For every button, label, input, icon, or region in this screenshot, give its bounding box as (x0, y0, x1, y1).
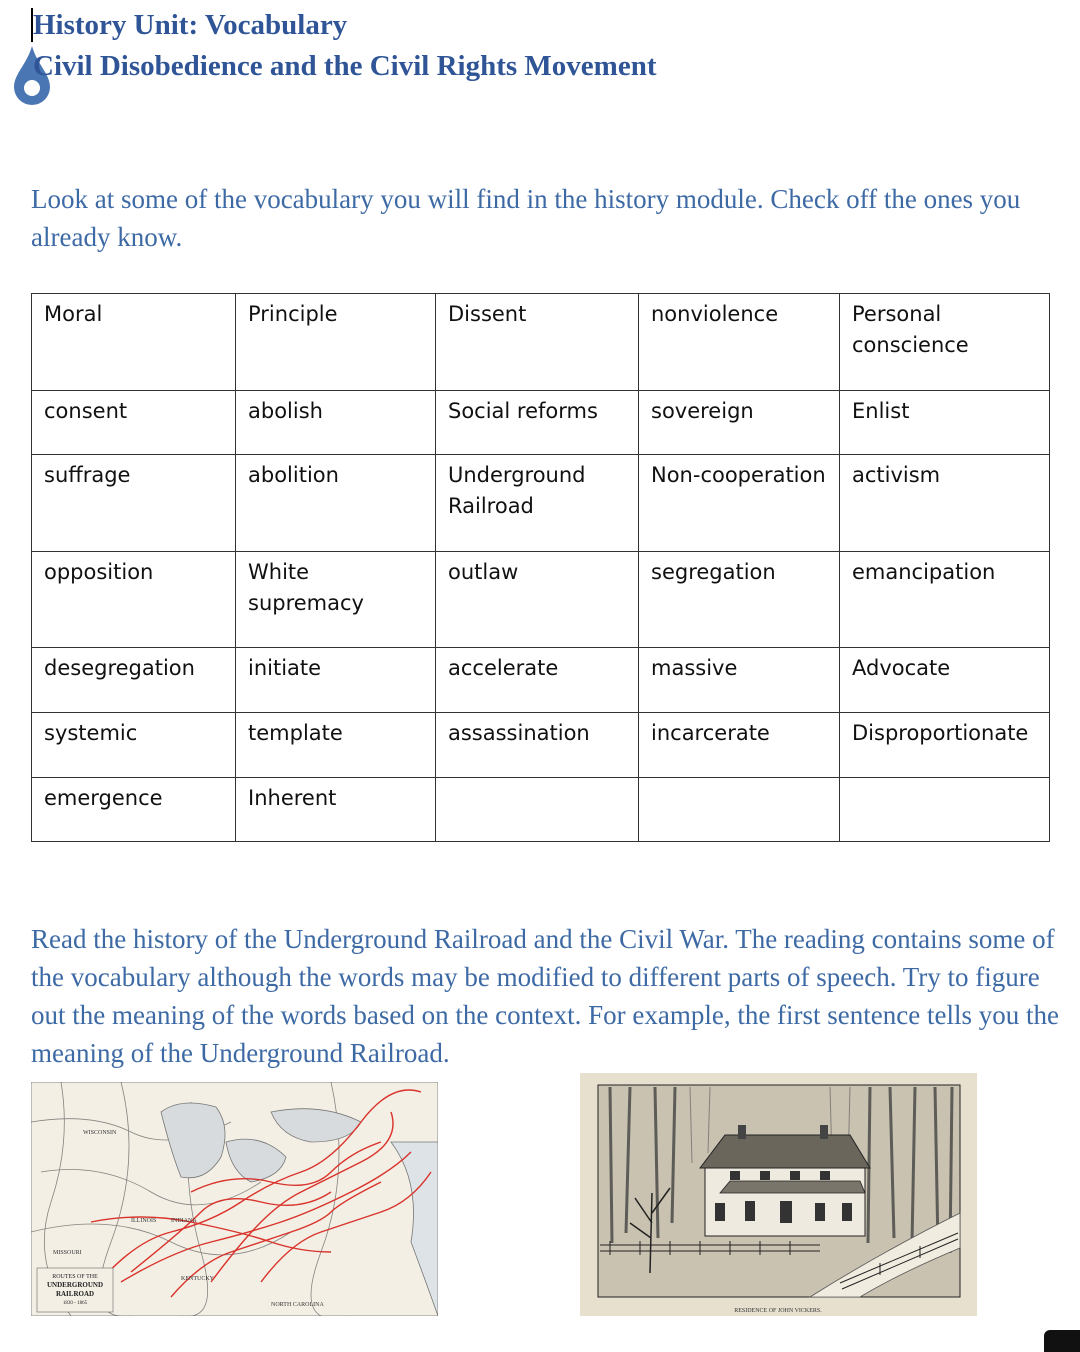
vocab-cell: systemic (32, 713, 236, 778)
table-row (32, 648, 1050, 713)
vocab-cell: Inherent (236, 778, 436, 842)
table-row (32, 391, 1050, 455)
reading-instructions: Read the history of the Underground Railroad and the Civil War. The reading contains some of the vocabulary although the words may be modified to different parts of speech. Try to figure out the meaning of the words based on the context. For example, the first sentence tells you the meaning of the Underground Railroad. (31, 924, 1059, 1068)
vocab-cell: Advocate (840, 648, 1050, 713)
map-caption: RAILROAD (55, 1290, 95, 1298)
vocab-cell: consent (32, 391, 236, 455)
vocab-cell: massive (639, 648, 840, 713)
underground-railroad-map (31, 1082, 438, 1316)
vocabulary-table (31, 293, 1050, 842)
vocab-cell: accelerate (436, 648, 639, 713)
page-subtitle: Civil Disobedience and the Civil Rights Movement (33, 50, 657, 82)
vocab-cell: segregation (639, 552, 840, 648)
vocab-cell: emergence (32, 778, 236, 842)
table-row (32, 455, 1050, 552)
vocab-cell: Enlist (840, 391, 1050, 455)
house-engraving (580, 1073, 977, 1316)
vocab-cell: suffrage (32, 455, 236, 552)
vocab-cell: abolish (236, 391, 436, 455)
vocab-cell: initiate (236, 648, 436, 713)
map-region-label: KENTUCKY (181, 1276, 214, 1282)
vocab-cell: assassination (436, 713, 639, 778)
vocab-cell: White supremacy (236, 552, 436, 648)
map-caption: 1830 - 1865 (62, 1301, 88, 1306)
vocab-cell: Personal conscience (840, 294, 1050, 391)
vocab-cell: Social reforms (436, 391, 639, 455)
vocab-cell: activism (840, 455, 1050, 552)
vocab-cell-empty (436, 778, 639, 842)
table-row (32, 778, 1050, 842)
map-region-label: INDIANA (171, 1218, 197, 1224)
table-row (32, 294, 1050, 391)
vocab-cell: Principle (236, 294, 436, 391)
map-caption: UNDERGROUND (47, 1281, 103, 1289)
house-caption: RESIDENCE OF JOHN VICKERS. (734, 1308, 822, 1314)
table-row (32, 713, 1050, 778)
vocab-cell: Underground Railroad (436, 455, 639, 552)
vocab-cell: opposition (32, 552, 236, 648)
vocab-cell: nonviolence (639, 294, 840, 391)
vocab-cell: outlaw (436, 552, 639, 648)
vocab-cell: emancipation (840, 552, 1050, 648)
vocab-cell: template (236, 713, 436, 778)
map-region-label: ILLINOIS (131, 1218, 157, 1224)
vocab-cell: Non-cooperation (639, 455, 840, 552)
intro-instructions: Look at some of the vocabulary you will find in the history module. Check off the ones you already know. (31, 184, 1021, 252)
page-title: History Unit: Vocabulary (33, 9, 348, 41)
vocab-cell: desegregation (32, 648, 236, 713)
vocab-cell: Dissent (436, 294, 639, 391)
vocab-cell: sovereign (639, 391, 840, 455)
vocab-cell-empty (840, 778, 1050, 842)
map-region-label: MISSOURI (53, 1250, 82, 1256)
table-row (32, 552, 1050, 648)
corner-tab (1044, 1330, 1080, 1352)
map-region-label: NORTH CAROLINA (271, 1302, 324, 1308)
map-region-label: WISCONSIN (83, 1130, 117, 1136)
vocab-cell-empty (639, 778, 840, 842)
vocab-cell: incarcerate (639, 713, 840, 778)
vocab-cell: Disproportionate (840, 713, 1050, 778)
vocab-cell: abolition (236, 455, 436, 552)
vocab-cell: Moral (32, 294, 236, 391)
map-caption: ROUTES OF THE (52, 1274, 98, 1280)
